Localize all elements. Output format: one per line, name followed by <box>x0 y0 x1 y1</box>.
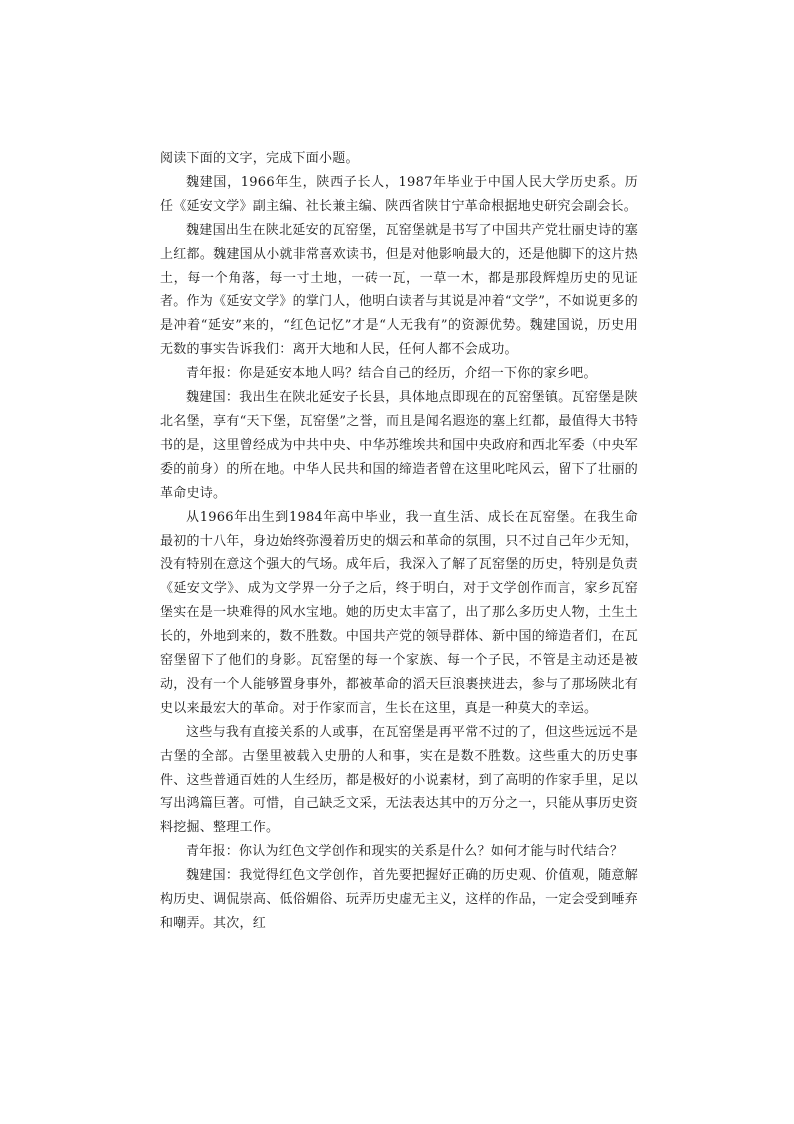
interview-answer-1: 魏建国：我出生在陕北延安子长县，具体地点即现在的瓦窑堡镇。瓦窑堡是陕北名堡，享有“天下堡，瓦窑堡”之誉，而且是闻名遐迩的塞上红都，最值得大书特书的是，这里曾经成为中共中央、中华苏维埃共和国中央政府和西北军委（中央军委的前身）的所在地。中华人民共和国的缔造者曾在这里叱咤风云，留下了壮丽的革命史诗。 <box>160 390 638 501</box>
interview-question-1: 青年报：你是延安本地人吗？结合自己的经历，介绍一下你的家乡吧。 <box>186 366 597 382</box>
author-background-paragraph: 魏建国出生在陕北延安的瓦窑堡，瓦窑堡就是书写了中国共产党壮丽史诗的塞上红都。魏建国从小就非常喜欢读书，但是对他影响最大的，还是他脚下的这片热土，每一个角落，每一寸土地，一砖一瓦，一草一木，都是那段辉煌历史的见证者。作为《延安文学》的掌门人，他明白读者与其说是冲着“文学”，不如说更多的是冲着“延安”来的，“红色记忆”才是“人无我有”的资源优势。魏建国说，历史用无数的事实告诉我们：离开大地和人民，任何人都不会成功。 <box>160 222 638 358</box>
interview-answer-1-closing: 这些与我有直接关系的人或事，在瓦窑堡是再平常不过的了，但这些远远不是古堡的全部。古堡里被载入史册的人和事，实在是数不胜数。这些重大的历史事件、这些普通百姓的人生经历，都是极好的小说素材，到了高明的作家手里，足以写出鸿篇巨著。可惜，自己缺乏文采，无法表达其中的万分之一，只能从事历史资料挖掘、整理工作。 <box>160 724 638 836</box>
interview-answer-1-continued: 从1966年出生到1984年高中毕业，我一直生活、成长在瓦窑堡。在我生命最初的十八年，身边始终弥漫着历史的烟云和革命的氛围，只不过自己年少无知，没有特别在意这个强大的气场。成年后，我深入了解了瓦窑堡的历史，特别是负责《延安文学》、成为文学界一分子之后，终于明白，对于文学创作而言，家乡瓦窑堡实在是一块难得的风水宝地。她的历史太丰富了，出了那么多历史人物，土生土长的，外地到来的，数不胜数。中国共产党的领导群体、新中国的缔造者们，在瓦窑堡留下了他们的身影。瓦窑堡的每一个家族、每一个子民，不管是主动还是被动，没有一个人能够置身事外，都被革命的滔天巨浪裹挟进去，参与了那场陕北有史以来最宏大的革命。对于作家而言，生长在这里，真是一种莫大的幸运。 <box>160 509 638 716</box>
article-page <box>160 147 638 936</box>
interview-question-2: 青年报：你认为红色文学创作和现实的关系是什么？如何才能与时代结合？ <box>186 844 624 860</box>
author-bio-paragraph: 魏建国，1966年生，陕西子长人，1987年毕业于中国人民大学历史系。历任《延安文学》副主编、社长兼主编、陕西省陕甘宁革命根据地史研究会副会长。 <box>160 174 638 214</box>
interview-answer-2: 魏建国：我觉得红色文学创作，首先要把握好正确的历史观、价值观，随意解构历史、调侃崇高、低俗媚俗、玩弄历史虚无主义，这样的作品，一定会受到唾弃和嘲弄。其次，红 <box>160 868 638 931</box>
instruction-text: 阅读下面的文字，完成下面小题。 <box>160 151 359 166</box>
